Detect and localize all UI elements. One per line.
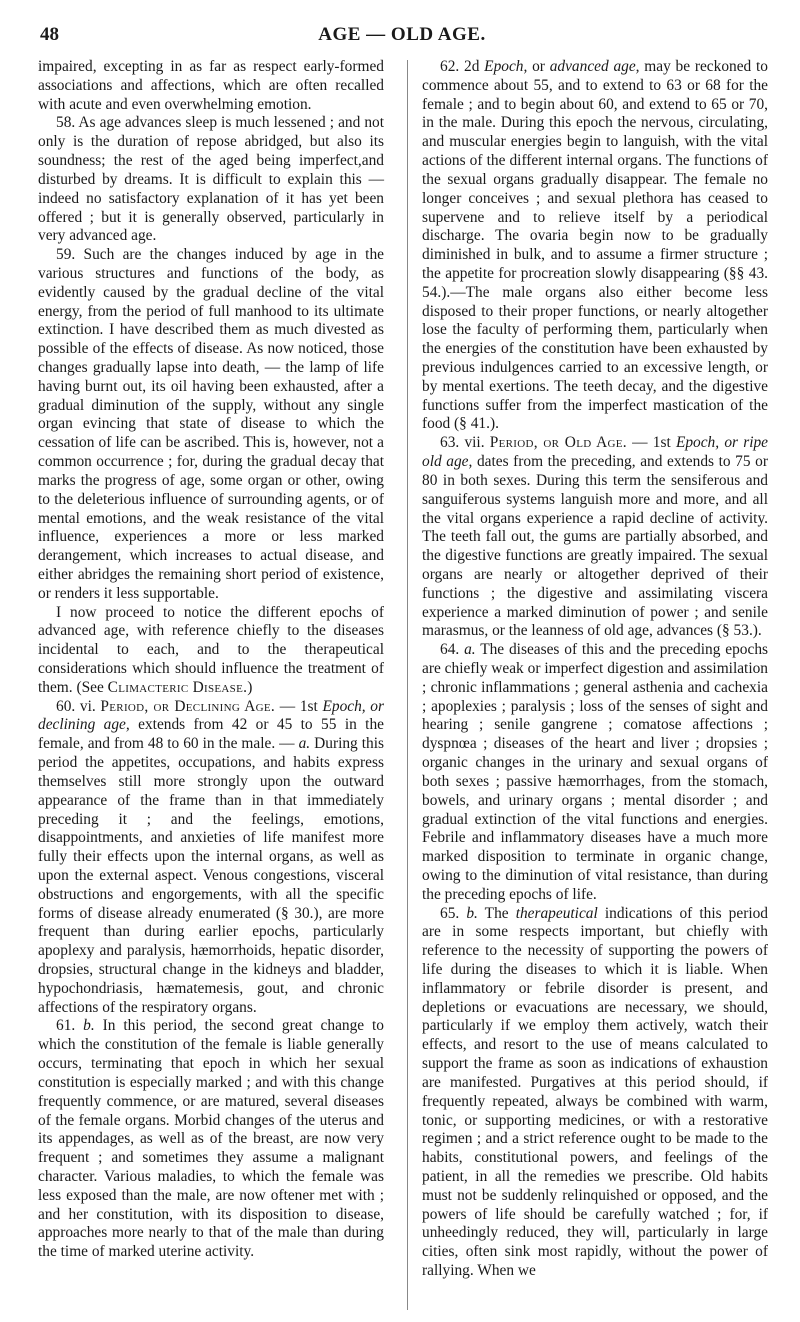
- paragraph-p61: [38, 1017, 384, 1262]
- text-run: 65.: [440, 904, 467, 922]
- right-column: [422, 58, 768, 1281]
- paragraph-p60: [38, 698, 384, 1018]
- text-run: The: [477, 904, 516, 922]
- page-number: 48: [40, 24, 59, 45]
- text-run: 58. As age advances sleep is much lessened ; and not only is the duration of repose abridged, but also its soundness; the rest of the aged being imperfect,and disturbed by dreams. It is difficult to explain this — indeed no satisfactory explanation of it has yet been offered ; but it is generally observed, particularly in very advanced age.: [38, 114, 384, 245]
- text-run: therapeutical: [515, 904, 598, 922]
- running-head: AGE — OLD AGE.: [318, 24, 486, 45]
- text-run: ): [247, 678, 253, 696]
- text-run: Climacteric Disease.: [107, 678, 248, 696]
- paragraph-p-cont: [38, 58, 384, 114]
- paragraph-p62: [422, 58, 768, 434]
- text-run: advanced age,: [549, 58, 640, 75]
- text-run: — 1st: [275, 697, 323, 715]
- text-run: a.: [298, 735, 311, 753]
- left-column: [38, 58, 384, 1262]
- text-run: In this period, the second great change to which the constitution of the female is liable generally occurs, terminating that epoch in which her sexual constitution is especially marked ; and with this change frequently commence, or are matured, several diseases of the female organs. Morbid changes of the uterus and its appendages, as well as of the breast, are now very frequent ; and sometimes they assume a malignant character. Various maladies, to which the female was less exposed than the male, are now oftener met with ; and her constitution, with its disposition to disease, approaches more nearly to that of the male than during the time of marked uterine activity.: [38, 1017, 385, 1261]
- text-run: 63. vii.: [440, 434, 490, 452]
- text-run: indications of this period are in some respects important, but chiefly with reference to the necessity of supporting the powers of life during the diseases to which it is liable. When inflammatory or febrile disorder is present, and depletions or evacuations are necessary, we should, particularly if we employ them actively, watch their effects, and resort to the use of means calculated to support the frame as soon as indications of exhaustion are manifested. Purgatives at this period should, if frequently repeated, always be combined with warm, tonic, or supporting medicines, or with a restorative regimen ; and a strict reference ought to be made to the habits, constitutional powers, and feelings of the patient, in all the remedies we prescribe. Old habits must not be suddenly relinquished or opposed, and the powers of life should be carefully watched ; for, if unheedingly reduced, they will, particularly in large cities, often sink most rapidly, without the power of rallying. When we: [422, 904, 768, 1279]
- column-divider: [407, 60, 408, 1310]
- paragraph-p-intro: [38, 604, 384, 698]
- text-run: Epoch, or declining age,: [38, 697, 384, 734]
- text-run: — 1st: [626, 434, 676, 452]
- text-run: 62. 2d: [440, 58, 485, 75]
- text-run: 60. vi.: [56, 697, 101, 715]
- text-run: Epoch,: [484, 58, 528, 75]
- paragraph-p63: [422, 434, 768, 641]
- paragraph-p65: [422, 905, 768, 1281]
- text-run: I now proceed to notice the different epochs of advanced age, with reference chiefly to the diseases incidental to each, and to the therapeutical considerations which should influence the treatment of them. (See: [38, 603, 384, 696]
- text-run: dates from the preceding, and extends to 75 or 80 in both sexes. During this term the sensiferous and sanguiferous systems languish more and more, and all the vital organs experience a rapid decline of activity. The teeth fall out, the gums are partially absorbed, and the digestive functions are greatly impaired. The sexual organs are nearly or altogether deprived of their functions ; the digestive and assimilating viscera experience a marked diminution of power ; and senile marasmus, or the leanness of old age, advances (§ 53.).: [422, 453, 768, 640]
- text-run: Period, or Old Age.: [489, 434, 627, 452]
- text-run: impaired, excepting in as far as respect early-formed associations and affections, which are often recalled with acute and even overwhelming emotion.: [38, 58, 384, 113]
- text-run: During this period the appetites, occupations, and habits express themselves still more strongly upon the outward appearance of the frame than in that immediately preceding it ; and the feelings, emotions, disappointments, and anxieties of life manifest more fully their effects upon the internal organs, as well as upon the external aspect. Venous congestions, visceral obstructions and engorgements, with all the specific forms of disease already enumerated (§ 30.), are more frequent than during earlier epochs, particularly apoplexy and paralysis, hæmorrhoids, hepatic disorder, dropsies, structural change in the kidneys and bladder, hypochondriasis, hæmatemesis, gout, and chronic affections of the respiratory organs.: [38, 735, 384, 1016]
- text-run: Period, or Declining Age.: [100, 697, 276, 715]
- text-run: or: [527, 58, 550, 75]
- paragraph-p58: [38, 114, 384, 246]
- text-run: Epoch, or ripe old age,: [422, 434, 769, 471]
- paragraph-p59: [38, 246, 384, 603]
- text-run: 64.: [440, 641, 465, 659]
- text-run: b.: [466, 904, 478, 922]
- paragraph-p64: [422, 641, 768, 904]
- text-run: may be reckoned to commence about 55, and to extend to 63 or 68 for the female ; and to begin about 60, and extend to 65 or 70, in the male. During this epoch the nervous, circulating, and muscular energies begin to languish, with the vital actions of the different internal organs. The functions of the sexual organs gradually disappear. The female no longer conceives ; and sexual plethora has ceased to supervene and to relieve itself by a periodical discharge. The ovaria begin now to be gradually diminished in bulk, and to assume a firmer structure ; the appetite for procreation slowly disappearing (§§ 43. 54.).—The male organs also either become less disposed to their proper functions, or nearly altogether lose the faculty of performing them, particularly when the energies of the constitution have been exhausted by previous indulgences carried to an excessive length, or by mental exertions. The teeth decay, and the digestive functions suffer from the imperfect mastication of the food (§ 41.).: [422, 58, 768, 433]
- text-run: extends from 42 or 45 to 55 in the female, and from 48 to 60 in the male. —: [38, 716, 384, 753]
- text-run: The diseases of this and the preceding epochs are chiefly weak or imperfect digestion and assimilation ; chronic inflammations ; general asthenia and cachexia ; apoplexies ; paralysis ; loss of the senses of sight and hearing ; senile gangrene ; comatose affections ; dyspnœa ; diseases of the heart and liver ; dropsies ; organic changes in the urinary and sexual organs of both sexes ; passive hæmorrhages, from the stomach, bowels, and urinary organs ; mental disorder ; and gradual extinction of the vital functions and energies. Febrile and inflammatory diseases have a much more marked disposition to terminate in organic change, owing to the diminution of vital resistance, than during the preceding epochs of life.: [422, 641, 768, 903]
- text-run: a.: [464, 641, 476, 659]
- text-run: b.: [83, 1017, 95, 1035]
- text-run: 59. Such are the changes induced by age in the various structures and functions of the body, as evidently caused by the gradual decline of the vital energy, from the period of full manhood to its ultimate extinction. I have described them as much divested as possible of the effects of disease. As now noticed, those changes gradually lapse into death, — the lamp of life having burnt out, its oil having been exhausted, after a gradual diminution of the supply, without any single organ evincing that state of disease to which the cessation of life can be ascribed. This is, however, not a common occurrence ; for, during the gradual decay that marks the progress of age, some organ or other, owing to the deleterious influence of surrounding agents, or of mental emotions, and the weak resistance of the vital influence, experiences a more or less marked derangement, which increases to actual disease, and either abridges the remaining short period of existence, or renders it less supportable.: [38, 246, 384, 602]
- page-header: [40, 24, 764, 50]
- text-run: 61.: [56, 1017, 84, 1035]
